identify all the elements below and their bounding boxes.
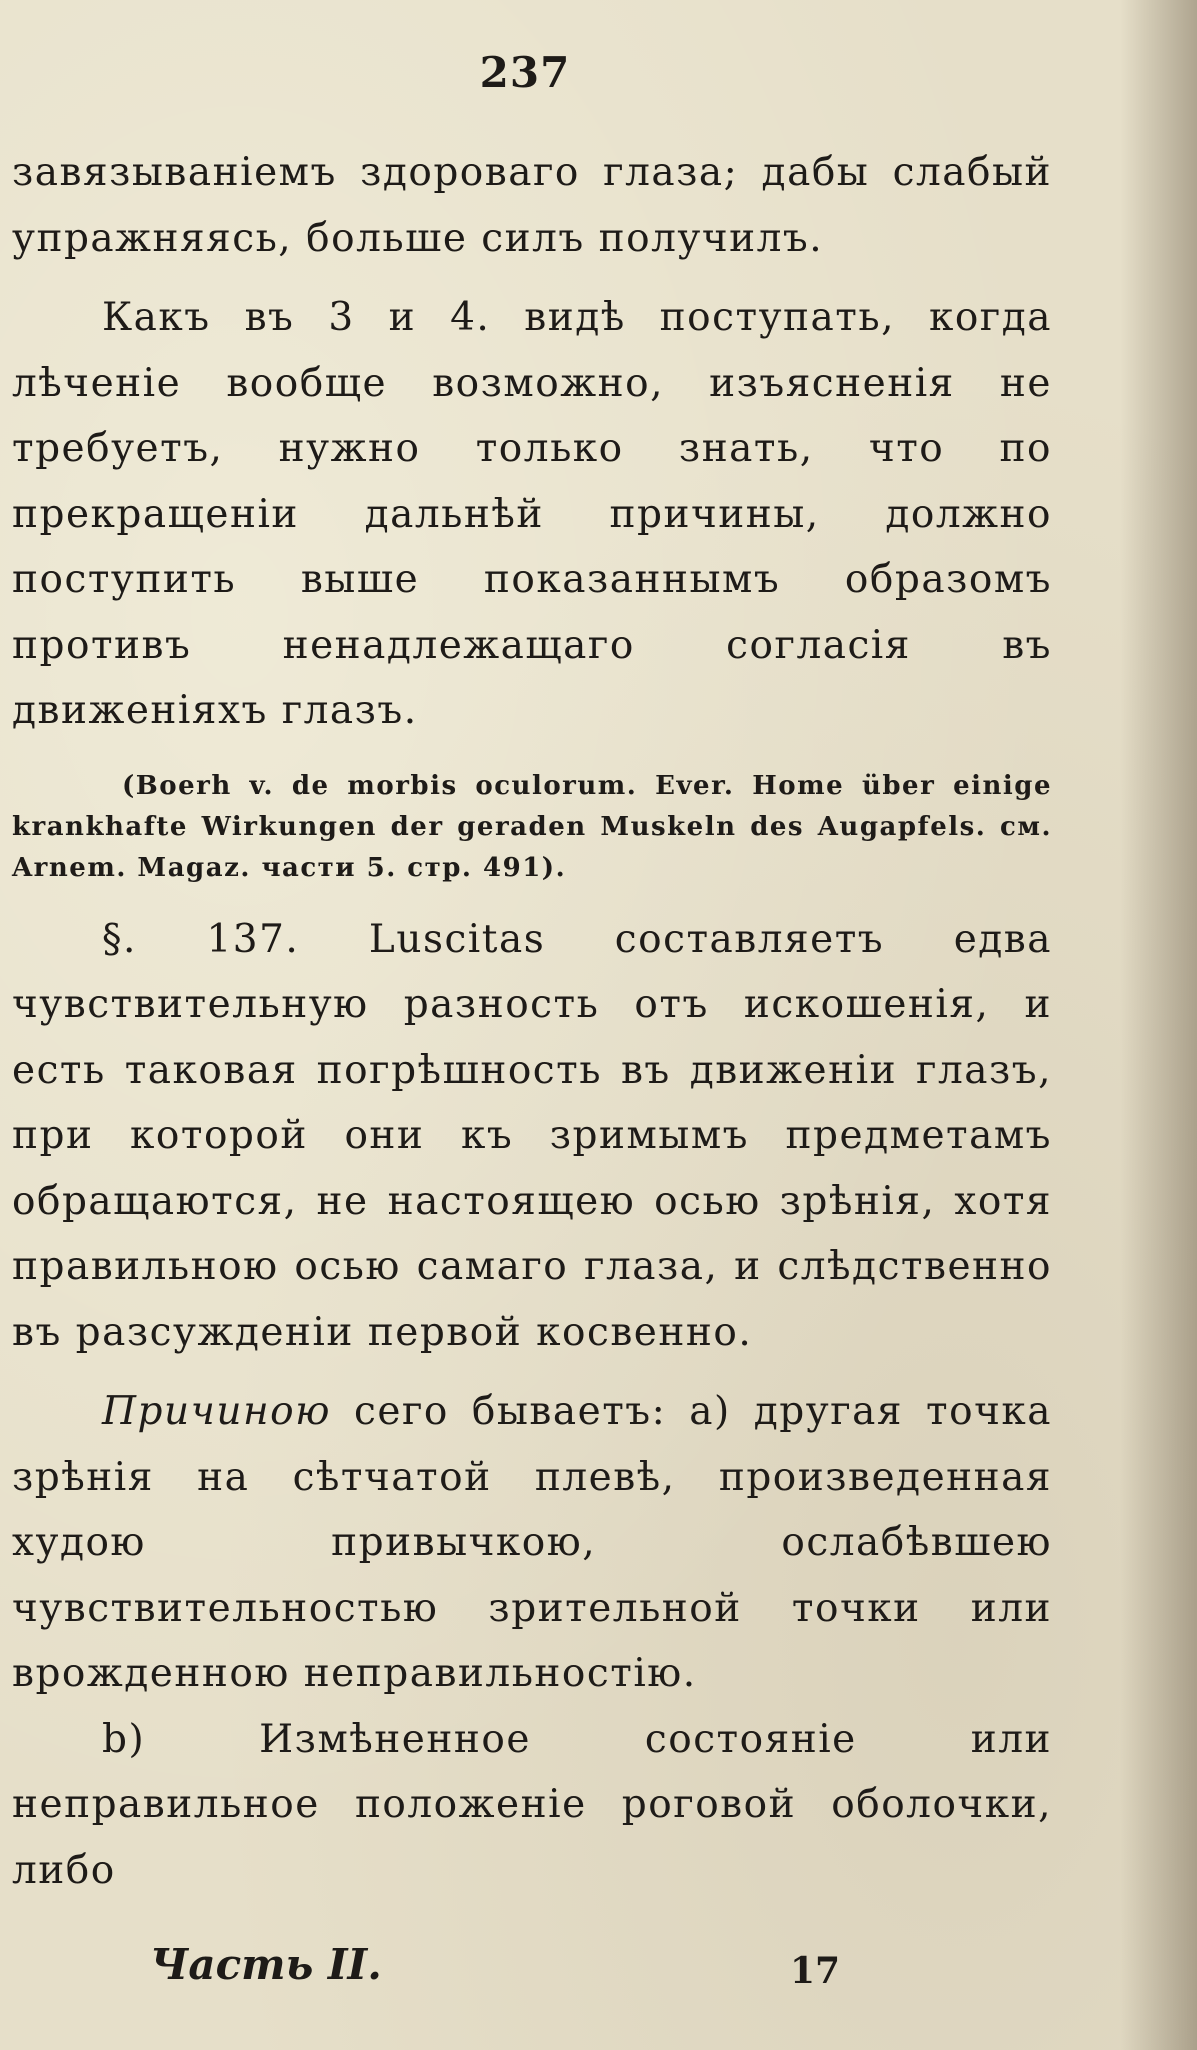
sheet-signature-number: 17 [790, 1950, 841, 1992]
paragraph-treatment: Какъ въ 3 и 4. видѣ поступать, когда лѣченіе вообще возможно, изъясненія не требуетъ, нужно только знать, что по прекращеніи дальнѣй причины, должно поступить выше показаннымъ образомъ противъ ненадлежащаго согласія въ движеніяхъ глазъ. [12, 295, 1052, 733]
paragraph-cause-b: b) Измѣненное состояніе или неправильное положеніе роговой оболочки, либо [12, 1716, 1052, 1893]
page-text [12, 140, 1052, 1903]
paragraph-section-137: §. 137. Luscitas составляетъ едва чувствительную разность отъ искошенія, и есть таковая погрѣшность въ движеніи глазъ, при которой они къ зримымъ предметамъ обращаются, не настоящею осью зрѣнія, хотя правильною осью самаго глаза, и слѣдственно въ разсужденіи первой косвенно. [12, 916, 1052, 1355]
paragraph-continuation: завязываніемъ здороваго глаза; дабы слабый упражняясь, больше силъ получилъ. [12, 150, 1052, 261]
causes-text: сего бываетъ: a) другая точка зрѣнія на сѣтчатой плевѣ, произведенная худою привычкою, ослабѣвшею чувствительностью зрительной точки или врожденною неправильностію. [12, 1389, 1052, 1696]
page-edge-shadow [1120, 0, 1197, 2050]
volume-signature: Часть II. [150, 1940, 382, 1989]
paragraph-causes [12, 1379, 1052, 1707]
page-number: 237 [479, 48, 571, 97]
reference-note: (Boerh v. de morbis oculorum. Ever. Home über einige krankhafte Wirkungen der geraden Muskeln des Augapfels. см. Arnem. Magaz. части 5. стр. 491). [12, 770, 1052, 883]
causes-lead-word: Причиною [102, 1389, 331, 1434]
